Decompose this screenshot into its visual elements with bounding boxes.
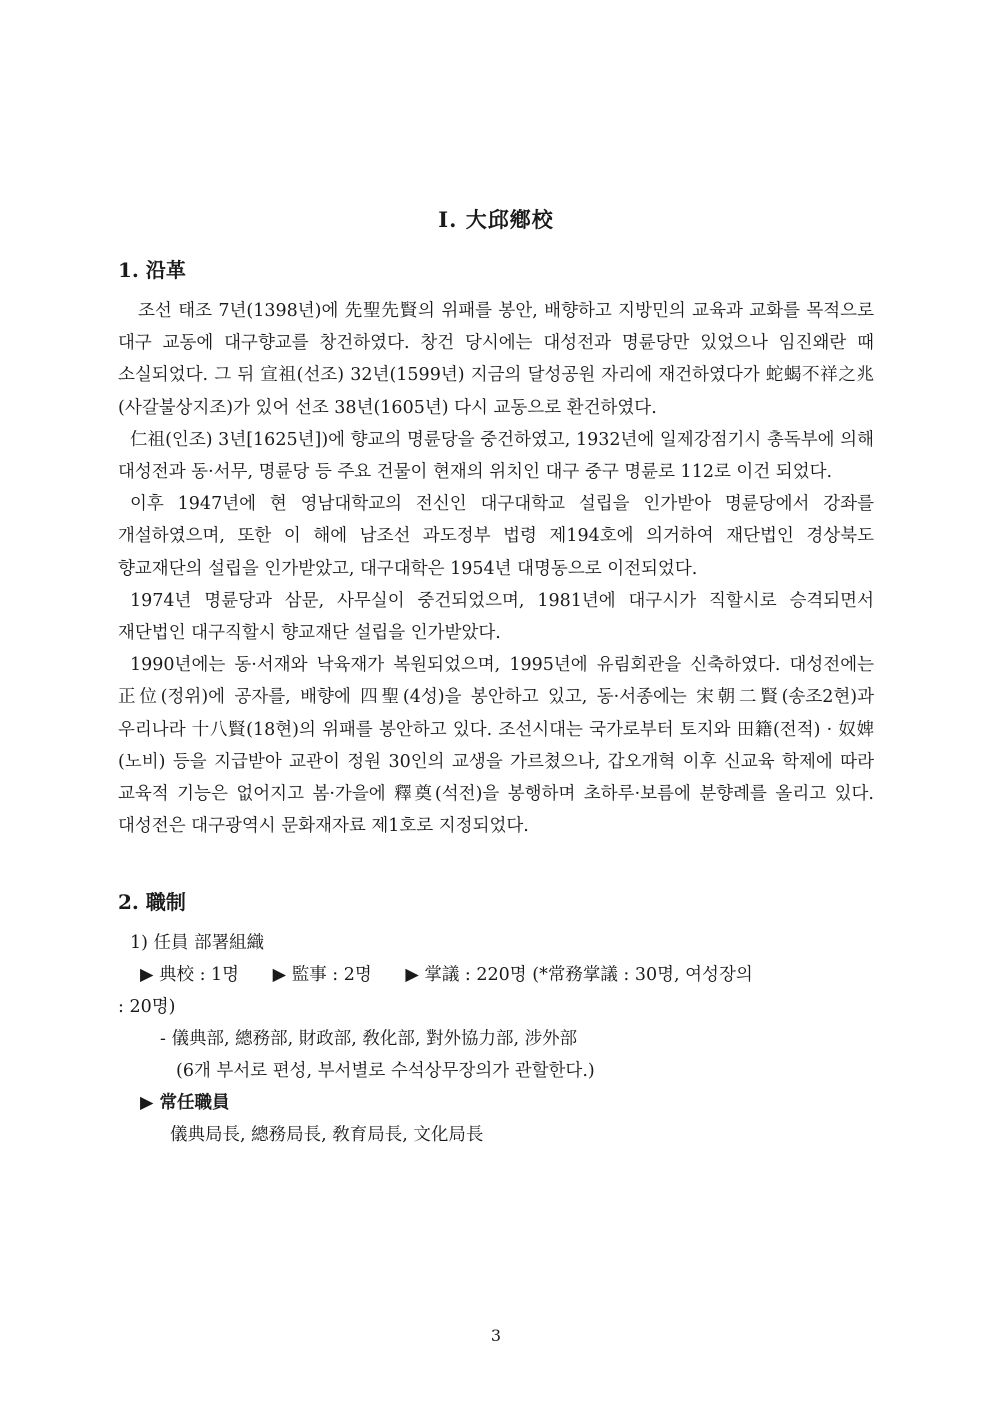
staff-list: 儀典局長, 總務局長, 敎育局長, 文化局長 (170, 1125, 484, 1146)
officer-bullet-auditor: ▶ 監事 : 2명 (272, 965, 372, 986)
officer-bullet-head: ▶ 典校 : 1명 (140, 965, 240, 986)
section-heading-organization: 2. 職制 (118, 890, 186, 915)
document-title: Ⅰ. 大邱鄕校 (438, 207, 554, 232)
department-note: (6개 부서로 편성, 부서별로 수석상무장의가 관할한다.) (176, 1061, 595, 1082)
page-number: 3 (490, 1326, 502, 1345)
section-heading-history: 1. 沿革 (118, 258, 186, 282)
history-paragraph-3: 이후 1947년에 현 영남대학교의 전신인 대구대학교 설립을 인가받아 명륜당에서 강좌를 개설하였으며, 또한 이 해에 남조선 과도정부 법령 제194호에 의거하여 재단법인 경상북도 향교재단의 설립을 인가받았고, 대구대학은 1954년 대명동으로 이전되었다. (118, 494, 874, 579)
history-paragraph-2: 仁祖(인조) 3년[1625년])에 향교의 명륜당을 중건하였고, 1932년에 일제강점기시 총독부에 의해 대성전과 동·서무, 명륜당 등 주요 건물이 현재의 위치인 대구 중구 명륜로 112로 이건 되었다. (118, 429, 874, 483)
department-list: - 儀典部, 總務部, 財政部, 敎化部, 對外協力部, 涉外部 (160, 1029, 578, 1050)
officers-subheading: 1) 任員 部署組織 (130, 933, 265, 954)
history-paragraph-4: 1974년 명륜당과 삼문, 사무실이 중건되었으며, 1981년에 대구시가 직할시로 승격되면서 재단법인 대구직할시 향교재단 설립을 인가받았다. (118, 590, 874, 644)
officer-bullet-council: ▶ 掌議 : 220명 (*常務掌議 : 30명, 여성장의 (405, 965, 753, 986)
officer-count-row (118, 959, 874, 991)
section-divider-space (118, 842, 874, 886)
staff-heading: ▶ 常任職員 (140, 1093, 230, 1114)
document-page (118, 200, 874, 1151)
history-paragraph-1: 조선 태조 7년(1398년)에 先聖先賢의 위패를 봉안, 배향하고 지방민의 교육과 교화를 목적으로 대구 교동에 대구향교를 창건하였다. 창건 당시에는 대성전과 명륜당만 있었으나 임진왜란 때 소실되었다. 그 뒤 宣祖(선조) 32년(1599년) 지금의 달성공원 자리에 재건하였다가 蛇蝎不祥之兆(사갈불상지조)가 있어 선조 38년(1605년) 다시 교동으로 환건하였다. (118, 301, 874, 418)
history-paragraph-5: 1990년에는 동·서재와 낙육재가 복원되었으며, 1995년에 유림회관을 신축하였다. 대성전에는 正位(정위)에 공자를, 배향에 四聖(4성)을 봉안하고 있고, 동·서종에는 宋朝二賢(송조2현)과 우리나라 十八賢(18현)의 위패를 봉안하고 있다. 조선시대는 국가로부터 토지와 田籍(전적) · 奴婢(노비) 등을 지급받아 교관이 정원 30인의 교생을 가르쳤으나, 갑오개혁 이후 신교육 학제에 따라 교육적 기능은 없어지고 봄·가을에 釋奠(석전)을 봉행하며 초하루·보름에 분향례를 올리고 있다. 대성전은 대구광역시 문화재자료 제1호로 지정되었다. (118, 655, 874, 837)
officer-bullet-continuation: : 20명) (118, 997, 176, 1018)
